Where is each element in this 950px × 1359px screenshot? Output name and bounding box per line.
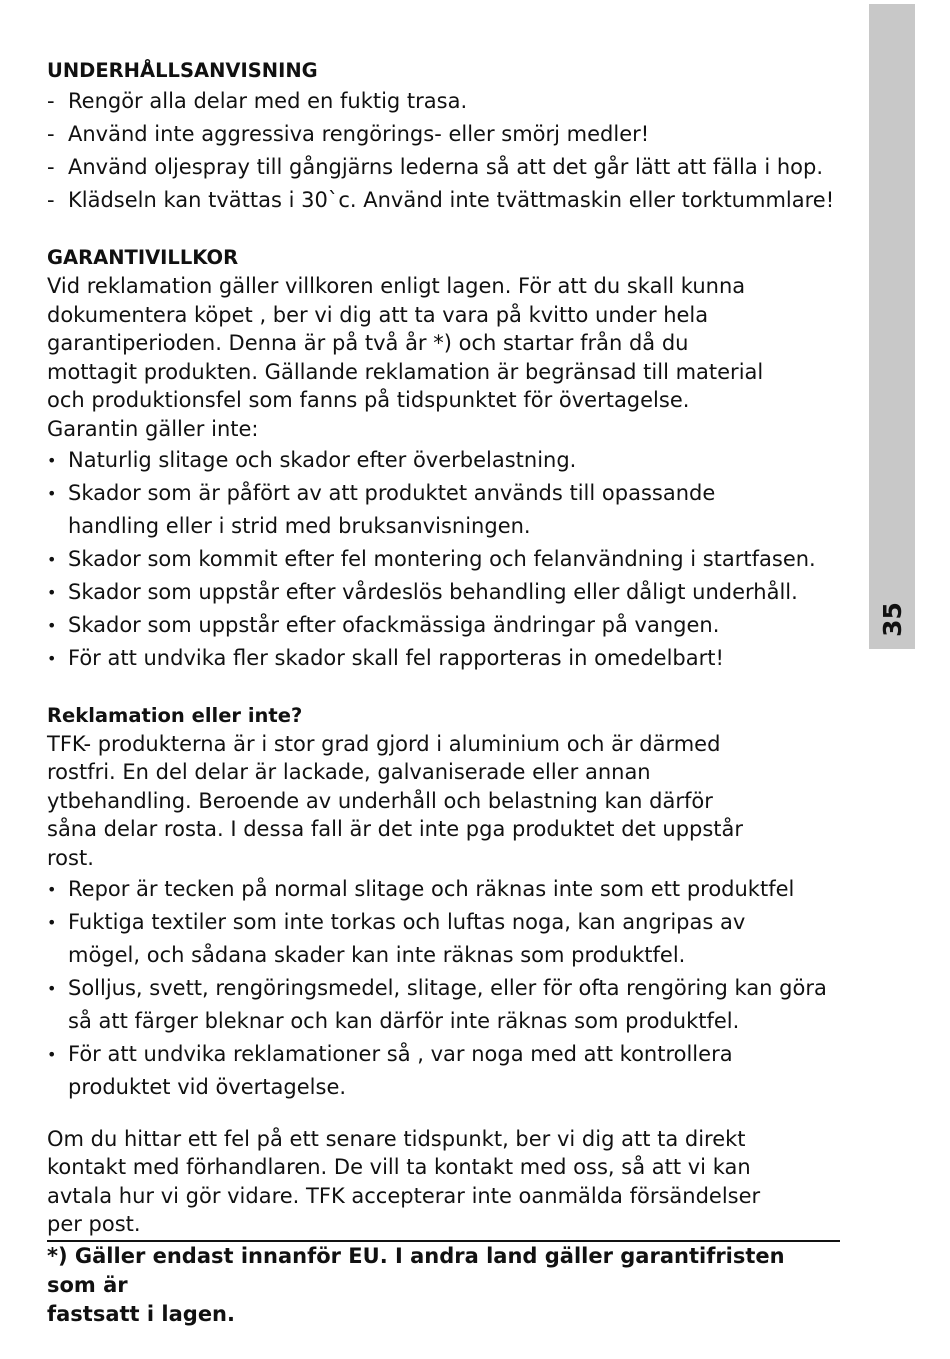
document-body (47, 56, 847, 1239)
warranty-text: Vid reklamation gäller villkoren enligt lagen. För att du skall kunna dokumentera köpet , ber vi dig att ta vara på kvitto under hela garantiperioden. Denna är på två år *) och startar från då du mottagit produkten. Gällande reklamation är begränsad till material och produktionsfel som fanns på tidspunktet för övertagelse. Garantin gäller inte: (47, 274, 764, 441)
list-item: • För att undvika fler skador skall fel rapporteras in omedelbart! (47, 642, 847, 675)
dash-marker: - (47, 155, 55, 179)
list-item: - Använd oljespray till gångjärns lederna så att det går lätt att fälla i hop. (47, 151, 847, 184)
bullet-marker: • (47, 1044, 57, 1064)
maintenance-heading: UNDERHÅLLSANVISNING (47, 59, 318, 82)
list-item: • Skador som är påfört av att produktet används till opassande handling eller i strid med bruksanvisningen. (47, 477, 847, 543)
list-item: • För att undvika reklamationer så , var noga med att kontrollera produktet vid övertagelse. (47, 1038, 847, 1104)
warranty-heading: GARANTIVILLKOR (47, 246, 239, 269)
bullet-marker: • (47, 582, 57, 602)
footnote: *) Gäller endast innanför EU. I andra land gäller garantifristen som är fastsatt i lagen. (47, 1244, 785, 1326)
warranty-exclusions (47, 444, 847, 675)
page-tab (869, 4, 915, 649)
list-item: • Fuktiga textiler som inte torkas och luftas noga, kan angripas av mögel, och sådana skader kan inte räknas som produktfel. (47, 906, 847, 972)
dash-marker: - (47, 188, 55, 212)
complaint-text: TFK- produkterna är i stor grad gjord i aluminium och är därmed rostfri. En del delar är lackade, galvaniserade eller annan ytbehandling. Beroende av underhåll och belastning kan därför såna delar rosta. I dessa fall är det inte pga produktet det uppstår rost. (47, 731, 744, 870)
list-item: - Klädseln kan tvättas i 30`c. Använd inte tvättmaskin eller torktummlare! (47, 184, 847, 217)
complaint-list (47, 873, 847, 1104)
dash-marker: - (47, 122, 55, 146)
bullet-marker: • (47, 879, 57, 899)
list-item: • Skador som kommit efter fel montering och felanvändning i startfasen. (47, 543, 847, 576)
list-item: • Skador som uppstår efter ofackmässiga ändringar på vangen. (47, 609, 847, 642)
bullet-marker: • (47, 549, 57, 569)
bullet-marker: • (47, 912, 57, 932)
bullet-marker: • (47, 615, 57, 635)
list-item: • Repor är tecken på normal slitage och räknas inte som ett produktfel (47, 873, 847, 906)
list-item: • Naturlig slitage och skador efter överbelastning. (47, 444, 847, 477)
bullet-marker: • (47, 648, 57, 668)
dash-marker: - (47, 89, 55, 113)
maintenance-list (47, 85, 847, 217)
bullet-marker: • (47, 483, 57, 503)
list-item: • Skador som uppstår efter vårdeslös behandling eller dåligt underhåll. (47, 576, 847, 609)
list-item: - Använd inte aggressiva rengörings- eller smörj medler! (47, 118, 847, 151)
bullet-marker: • (47, 978, 57, 998)
page-number: 35 (877, 601, 907, 637)
list-item: • Solljus, svett, rengöringsmedel, slitage, eller för ofta rengöring kan göra så att färger bleknar och kan därför inte räknas som produktfel. (47, 972, 847, 1038)
complaint-heading: Reklamation eller inte? (47, 703, 303, 727)
closing-text: Om du hittar ett fel på ett senare tidspunkt, ber vi dig att ta direkt kontakt med förhandlaren. De vill ta kontakt med oss, så att vi kan avtala hur vi gör vidare. TFK accepterar inte oanmälda försändelser per post. (47, 1126, 761, 1237)
bullet-marker: • (47, 450, 57, 470)
list-item: - Rengör alla delar med en fuktig trasa. (47, 85, 847, 118)
